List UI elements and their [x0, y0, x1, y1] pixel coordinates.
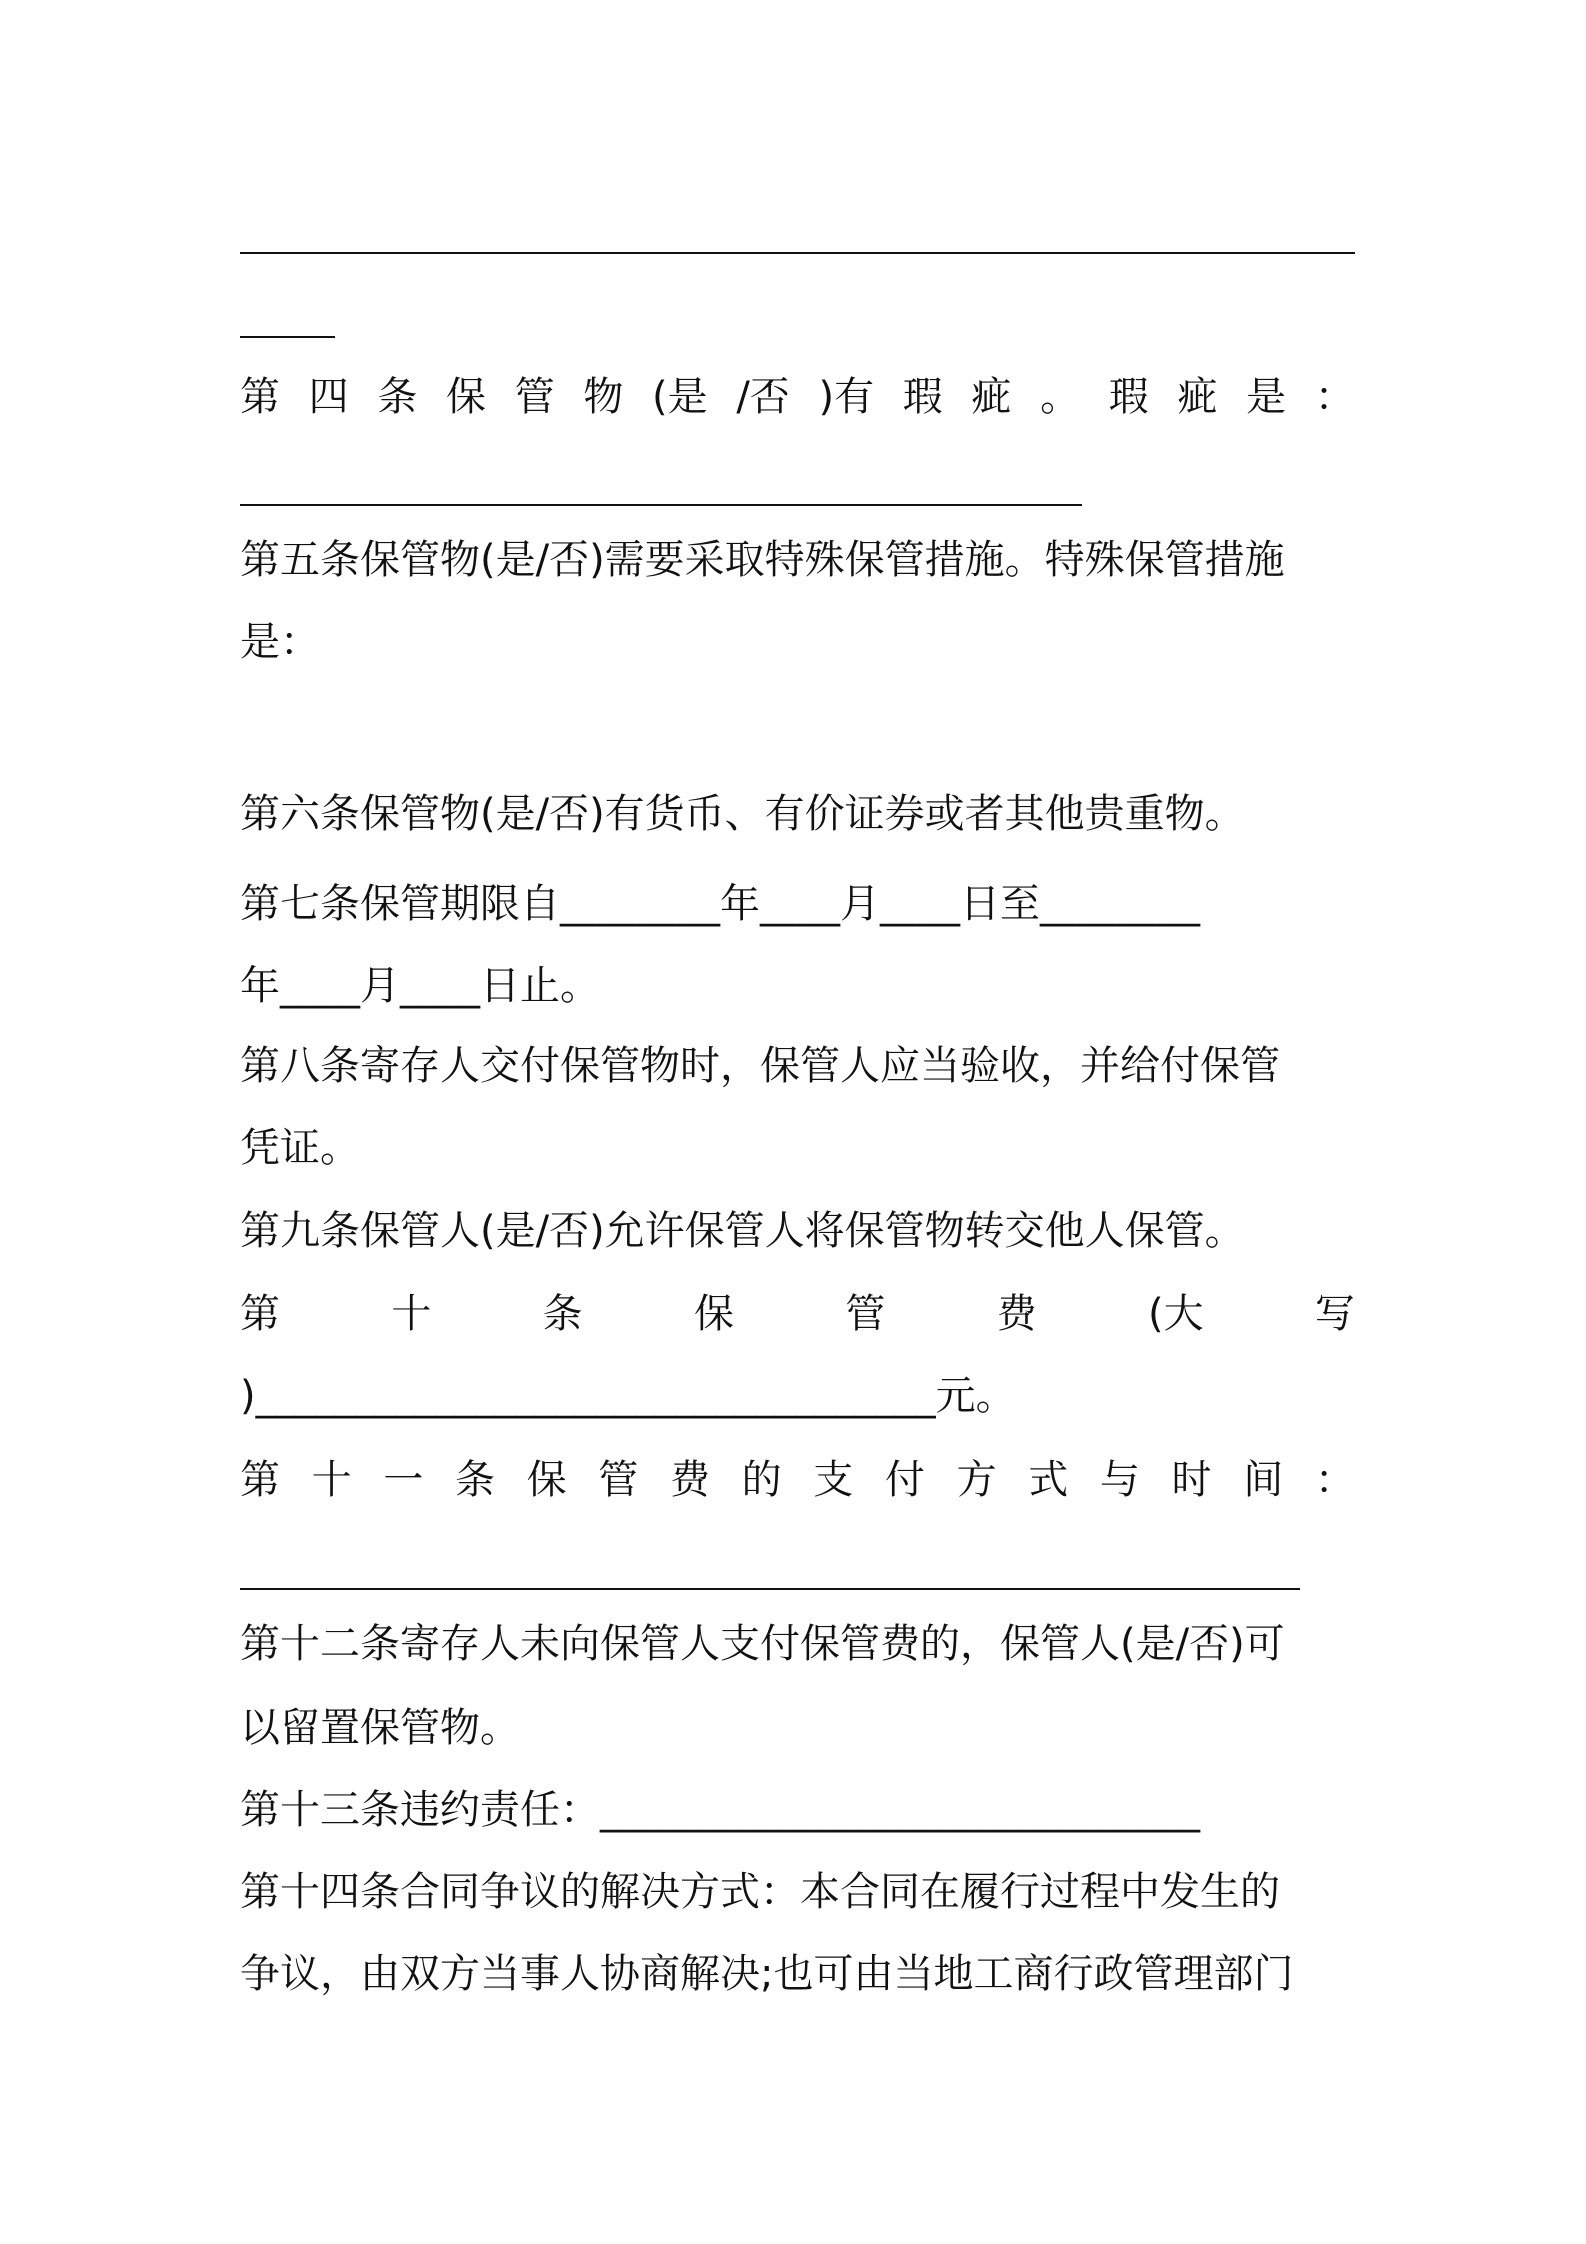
article-4-char: 条 [377, 374, 418, 420]
article-11-char: 条 [454, 1457, 495, 1503]
article-11-char: 方 [956, 1457, 997, 1503]
article-11-char: 一 [383, 1457, 424, 1503]
article-4-char: 第 [240, 374, 280, 420]
top-blank-line-cont [240, 336, 335, 338]
article-11-char: 费 [669, 1457, 710, 1503]
article-10-char: (大 [1147, 1291, 1204, 1337]
article-4-char: 保 [446, 374, 487, 420]
article-12-line-2: 以留置保管物。 [240, 1705, 520, 1751]
article-11-blank-line [240, 1588, 1300, 1590]
article-11-char: 第 [240, 1457, 280, 1503]
article-11-char: 间 [1243, 1457, 1284, 1503]
article-11-line-1 [240, 1452, 1355, 1508]
article-4-char: 瑕 [1108, 374, 1149, 420]
article-5-line-1: 第五条保管物(是/否)需要采取特殊保管措施。特殊保管措施 [240, 537, 1285, 583]
article-11-char: 时 [1171, 1457, 1212, 1503]
article-13: 第十三条违约责任：______________________________ [240, 1787, 1200, 1833]
article-11-char: 的 [741, 1457, 782, 1503]
article-8-line-2: 凭证。 [240, 1125, 360, 1171]
article-11-char: 付 [884, 1457, 925, 1503]
article-11-char: 十 [311, 1457, 352, 1503]
article-4-char: (是 [652, 374, 708, 420]
article-11-char: 支 [813, 1457, 854, 1503]
article-6: 第六条保管物(是/否)有货币、有价证券或者其他贵重物。 [240, 791, 1245, 837]
article-4-char: 疵 [1177, 374, 1218, 420]
article-11-char: 保 [526, 1457, 567, 1503]
article-4-char: ： [1314, 374, 1355, 420]
article-11-char: 与 [1099, 1457, 1140, 1503]
article-14-line-1: 第十四条合同争议的解决方式：本合同在履行过程中发生的 [240, 1869, 1280, 1915]
article-4-char: 四 [308, 374, 349, 420]
article-10-char: 费 [996, 1291, 1037, 1337]
article-10-char: 管 [845, 1291, 886, 1337]
article-10-line-2: )__________________________________元。 [240, 1373, 1016, 1419]
article-10-char: 十 [391, 1291, 432, 1337]
article-10-char: 第 [240, 1291, 280, 1337]
article-9: 第九条保管人(是/否)允许保管人将保管物转交他人保管。 [240, 1208, 1245, 1254]
article-11-char: ： [1314, 1457, 1355, 1503]
article-14-line-2: 争议，由双方当事人协商解决;也可由当地工商行政管理部门 [240, 1951, 1294, 1997]
article-4-char: 瑕 [902, 374, 943, 420]
article-10-char: 保 [693, 1291, 734, 1337]
article-10-line-1 [240, 1286, 1355, 1342]
article-10-char: 条 [542, 1291, 583, 1337]
article-10-char: 写 [1314, 1291, 1355, 1337]
article-4-char: )有 [818, 374, 875, 420]
article-4-char: 物 [583, 374, 624, 420]
article-4-char: 。 [1040, 374, 1081, 420]
article-7-line-2: 年____月____日止。 [240, 963, 600, 1009]
article-12-line-1: 第十二条寄存人未向保管人支付保管费的，保管人(是/否)可 [240, 1621, 1285, 1667]
article-4-char: 疵 [971, 374, 1012, 420]
top-blank-line [240, 252, 1355, 254]
article-11-char: 式 [1028, 1457, 1069, 1503]
article-4-char: 管 [514, 374, 555, 420]
article-4-blank-line [240, 504, 1082, 506]
article-4-char: /否 [736, 374, 790, 420]
article-11-char: 管 [598, 1457, 639, 1503]
article-7-line-1: 第七条保管期限自________年____月____日至________ [240, 881, 1200, 927]
article-8-line-1: 第八条寄存人交付保管物时，保管人应当验收，并给付保管 [240, 1043, 1280, 1089]
article-4-char: 是 [1246, 374, 1287, 420]
article-5-line-2: 是： [240, 619, 320, 665]
article-4-line-1 [240, 369, 1355, 425]
